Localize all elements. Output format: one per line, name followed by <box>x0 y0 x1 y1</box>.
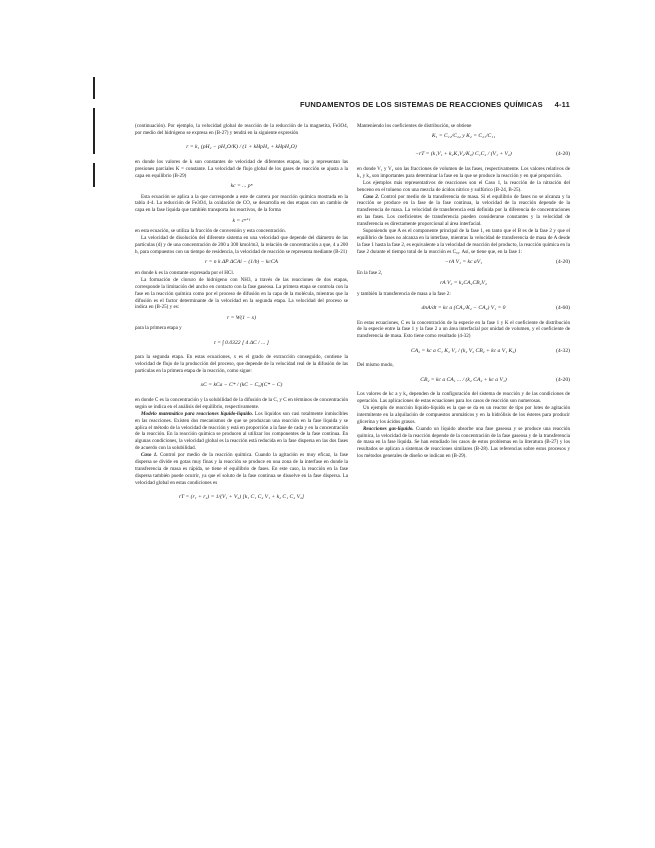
running-head-title: FUNDAMENTOS DE LOS SISTEMAS DE REACCIONES QUÍMICAS <box>300 100 543 109</box>
left-paragraph-11-body: Los líquidos son casi totalmente inmiscibles en las reacciones. Existen dos mecanismos de que se produzcan una reacción en la fase líquida y se aplica el método de la velocidad de reacción y está en proporción a la fase de cada y en la concentración de la reacción. En la reacción química se producen al utilizar los componentes de la fase continua. En algunas condiciones, la velocidad global es la reacción está reducida en la fase dispersa en las dos fases de acuerdo con la solubilidad. <box>135 410 348 452</box>
left-column <box>135 123 348 509</box>
right-paragraph-3: Los ejemplos más representativos de reacciones son el Caso 1, la reacción de la nitración del benceno en el tolueno con una mezcla de ácidos nítrico y sulfúrico (B-24, B-25). <box>357 179 570 193</box>
right-equation-6 <box>357 340 570 362</box>
left-equation-2: kc = ... pⁿ <box>230 183 253 190</box>
margin-mark-upper <box>93 77 95 99</box>
right-equation-3-number: (4-20) <box>556 259 570 266</box>
left-paragraph-10: en donde C es la concentración y la solubilidad de la difusión de la C, y C en términos de concentración según se indica en el análisis del equilibrio, respectivamente. <box>135 396 348 410</box>
margin-mark-middle <box>93 108 95 154</box>
left-paragraph-11 <box>135 411 348 452</box>
right-paragraph-4-head: Caso 2. <box>363 193 380 200</box>
left-equation-5: r = W(1 − x) <box>227 314 256 321</box>
right-paragraph-12 <box>357 426 570 461</box>
right-paragraph-10: Los valores de kc a y k₂ dependen de la configuración del sistema de reacción y de las condiciones de operación. Las aplicaciones de estas ecuaciones para los casos de reacción son numerosas. <box>357 391 570 405</box>
left-equation-6: t = ∫ 0.0322 [ 4 ΔC / ... ] <box>214 339 269 346</box>
right-equation-2-number: (4-20) <box>556 151 570 158</box>
right-equation-2 <box>357 144 570 166</box>
left-paragraph-1: (continuación). Por ejemplo, la velocidad global de reacción de la reducción de la magnetita, Fe3O4, por medio del hidrógeno se expresa en (B-27) y tendrá en la siguiente expresión <box>135 123 348 136</box>
right-equation-3 <box>357 256 570 270</box>
left-paragraph-12 <box>135 452 348 487</box>
left-equation-4: r = n k ΔP ΔCAi − (1/b) − kcCA <box>205 259 278 266</box>
right-equation-4: rA V₂ = k₂CA₂CB₂V₂ <box>440 280 487 287</box>
right-equation-7-body: CB₂ = kc a CA₁ ... / (k₂ CA₂ + kc a V₁) <box>420 376 507 383</box>
running-head <box>300 100 570 109</box>
right-equation-6-number: (4-32) <box>556 347 570 354</box>
right-paragraph-4-body: Control por medio de la transferencia de masa. Si el equilibrio de fases no se alcanza y la reacción se produce en la fase de la fase continua, la velocidad de la reacción depende de la transferencia de masa. La velocidad de transferencia está definida por la diferencia de concentraciones en las fases. Los coeficientes de transferencia pueden considerarse constantes y la velocidad de transferencia es directamente proporcional al área interfacial. <box>357 193 570 228</box>
left-paragraph-12-head: Caso 1. <box>141 452 158 459</box>
right-equation-6-body: CA₂ = kc a C₁ K₂ V₁ / (k₂ V₂ CB₂ + kc a V₁ K₂) <box>410 347 517 354</box>
left-paragraph-11-head: Modelo matemático para reacciones líquido-líquido. <box>141 410 254 417</box>
left-paragraph-8: para la primera etapa y <box>135 325 182 332</box>
margin-mark-lower <box>93 163 95 187</box>
right-paragraph-12-body: Cuando un líquido absorbe una fase gaseosa y se produce una reacción química, la velocidad de la reacción depende de la concentración de la fase gaseosa y de la transferencia de masa en la fase líquida. Se han estudiado los casos de estos problemas en la literatura (B-27) y los resultados se aplican a sistemas de reacciones similares (B-28). Las referencias sobre estos procesos y los métodos generales de diseño se indican en (B-29). <box>357 425 570 460</box>
left-paragraph-9: para la segunda etapa. En estas ecuaciones, x es el grado de extracción conseguido, contiene la velocidad de flujo de la producción del proceso, que depende de la velocidad real de la difusión de las partículas en la primera etapa de la reacción, como sigue: <box>135 354 348 375</box>
left-paragraph-7: La formación de cloruro de hidrógeno con NH3, a través de las reacciones de dos etapas, corresponde la limitación del ancho en contacto con la fase gaseosa. La primera etapa se controla con la fase en la reacción química como por el proceso de difusión en la capa de la molécula, mientras que la difusión es el factor determinante de la velocidad en la segunda etapa. La velocidad del proceso se indica en (B-25) y es: <box>135 276 348 311</box>
left-equation-1: r = k₁ (pH₂ − pH₂O/K) / (1 + kHpH₂ + kHpH₂O) <box>186 144 297 151</box>
right-equation-7-number: (4-20) <box>556 376 570 383</box>
right-equation-5-body: dnA/dt = kc a (CA₁/K₂ − CA₂) V₁ = 0 <box>421 305 506 312</box>
left-paragraph-2: en donde los valores de k son constantes de velocidad de diferentes etapas, las p representan las presiones parciales K = constante. La velocidad de flujo global de los gases de reacción se ajusta a la capa en equilibrio (B-29) <box>135 158 348 179</box>
right-paragraph-8: En estas ecuaciones, C es la concentración de la especie en la fase 1 y K el coeficiente de distribución de la especie entre la fase 1 y la fase 2 a un área interfacial por unidad de volumen, y el coeficiente de transferencia de masa. Esto tiene como resultado (4-32) <box>357 319 570 340</box>
right-paragraph-9: Del mismo modo, <box>357 362 394 369</box>
left-paragraph-4: en esta ecuación, se utiliza la fracción de conversión y esta concentración. <box>135 228 286 235</box>
left-paragraph-12-body: Control por medio de la reacción química. Cuando la agitación es muy eficaz, la fase dispersa se divide en gotas muy finas y la reacción se produce en una zona de la interfase en donde la transferencia de masa es rápida, se tiene el equilibrio de fases. En este caso, la reacción en la fase dispersa también puede ocurrir, ya que el soluto de la fase continua se disuelve en la fase dispersa. La velocidad global en estas condiciones es <box>135 452 348 486</box>
right-equation-2-body: −rT = (k₁V₁ + k₂K₁V₂/K₂) C₁C₂ / (V₁ + V₂) <box>415 151 512 158</box>
right-equation-5-number: (4-60) <box>556 305 570 312</box>
right-equation-3-body: −rA V₁ = kc aV₁ <box>444 259 483 266</box>
left-equation-3: k = cⁿ⁺¹ <box>232 217 251 224</box>
right-paragraph-6: En la fase 2, <box>357 269 383 276</box>
right-paragraph-11: Un ejemplo de reacción líquido-líquido es la que se da en un reactor de tipo por lotes de agitación intermitente en la alquilación de compuestos aromáticos y en la hidrólisis de los ésteres para producir glicerina y los ácidos grasos. <box>357 404 570 425</box>
left-paragraph-5: La velocidad de disolución del diferente sistema en una velocidad que depende del diámetro de las partículas (d) y de una concentración de 200 a 300 kmol/m3, la relación de concentración a que, 4 a 200 h, para compuestos con un tiempo de residencia, la velocidad de reacción se representa mediante (B-21) <box>135 235 348 255</box>
page-number: 4-11 <box>554 100 570 109</box>
left-equation-8: rT = (r₁ + r₂) = 1/(V₁ + V₂) [k₁ C₁ C₂ V₁ + k₂ C₁ C₂ V₂] <box>178 494 305 501</box>
right-equation-7 <box>357 369 570 391</box>
left-paragraph-6: en donde k es la constante expresada por el HCl. <box>135 269 235 276</box>
right-paragraph-5: Suponiendo que A es el componente principal de la fase 1, en tanto que el B es de la fase 2 y que el equilibrio de fases no alcanza en la interfase, mientras la velocidad de transferencia de masa de A desde la fase 1 hasta la fase 2, es equivalente a la velocidad de reacción del producto, la reacción química en la fase 2 durante el tiempo total de la reacción es Cₐ₂. Así, se tiene que, en la fase 1: <box>357 228 570 255</box>
right-paragraph-4 <box>357 194 570 229</box>
right-equation-5 <box>357 298 570 320</box>
right-column <box>357 123 570 460</box>
right-equation-1: K₁ = C₁₂/C₂₂ y K₂ = C₂₁/C₁₁ <box>431 133 496 140</box>
left-equation-7: xC = kCa − C* / (kC − Cₐ)(C* − C) <box>200 382 283 389</box>
right-paragraph-2: en donde V₁ y V₂ son las fracciones de volumen de las fases, respectivamente. Los valores relativos de k₁ y k₂ son importantes para determinar la fase en la que se produce la reacción y en qué proporción. <box>357 165 570 179</box>
left-paragraph-3: Esta ecuación se aplica a la que corresponde a este de carrera por reacción química mostrada en la tabla 4-4. La reducción de Fe3O4, la oxidación de CO, se desarrolla en dos etapas con un cambio de capa en la fase líquida que también transporta los reactivos, de la forma <box>135 193 348 214</box>
right-paragraph-12-head: Reacciones gas-líquido. <box>363 425 414 432</box>
right-paragraph-1: Manteniendo los coeficientes de distribución, se obtiene <box>357 123 472 129</box>
right-paragraph-7: y también la transferencia de masa a la fase 2: <box>357 290 451 297</box>
